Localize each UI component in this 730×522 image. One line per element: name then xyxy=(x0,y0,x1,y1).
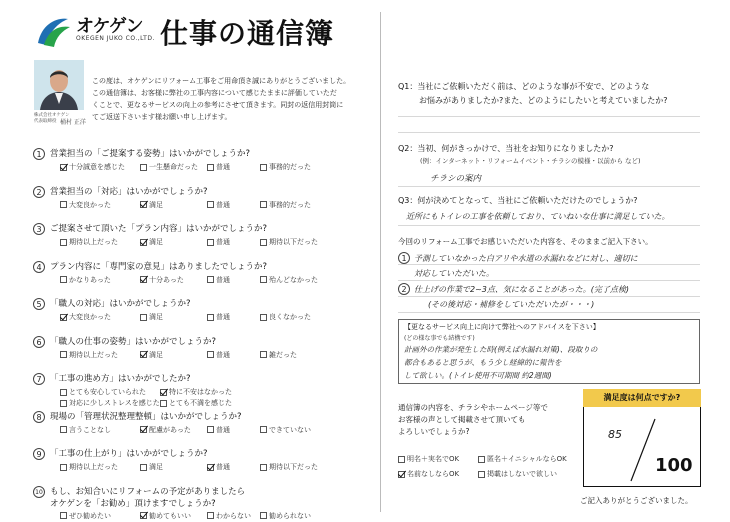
answer-option[interactable] xyxy=(207,511,251,521)
answer-option[interactable] xyxy=(140,425,191,435)
checkbox[interactable] xyxy=(140,314,147,321)
option-label: 期待以上だった xyxy=(69,463,118,471)
publish-option[interactable] xyxy=(398,454,459,464)
photo-caption-company: 株式会社オケゲン xyxy=(34,113,70,118)
checkbox[interactable] xyxy=(207,239,214,246)
intro-line: この度は、オケゲンにリフォーム工事をご用命頂き誠にありがとうございました。 xyxy=(92,77,351,85)
option-label: わからない xyxy=(216,511,251,520)
option-label: 普通 xyxy=(216,350,230,359)
answer-option[interactable] xyxy=(140,275,184,285)
question-number: 7 xyxy=(33,373,45,385)
answer-option[interactable] xyxy=(207,462,230,472)
answer-option[interactable] xyxy=(160,398,232,408)
answer-option[interactable] xyxy=(207,200,230,210)
checkbox[interactable] xyxy=(60,426,67,433)
question-text: プラン内容に「専門家の意見」はありましたでしょうか? xyxy=(50,261,268,272)
answer-line xyxy=(398,132,700,133)
q1-text: Q1：当社にご依頼いただく前は、どのような事が不安で、どのような xyxy=(398,82,650,91)
option-label: 普通 xyxy=(216,463,230,471)
answer-option[interactable] xyxy=(260,237,318,247)
answer-option[interactable] xyxy=(140,462,163,472)
page-title: 仕事の通信簿 xyxy=(160,17,335,50)
checked-checkbox[interactable] xyxy=(140,239,147,246)
option-label: 良くなかった xyxy=(269,313,311,321)
checkbox[interactable] xyxy=(60,464,67,471)
intro-line: てご返送下さいます様お願い申し上げます。 xyxy=(92,113,232,121)
checked-checkbox[interactable] xyxy=(398,471,405,478)
q3-text: Q3：何が決めてとなって、当社にご依頼いただけたのでしょうか? xyxy=(398,196,638,205)
question-text: 営業担当の「ご提案する姿勢」はいかがでしょうか? xyxy=(50,149,251,159)
brand-name: オケゲン xyxy=(76,16,143,37)
question-number: 5 xyxy=(33,298,45,310)
checked-checkbox[interactable] xyxy=(160,389,167,396)
answer-option[interactable] xyxy=(60,511,111,521)
brand-subtitle: OKEGEN JUKO CO.,LTD. xyxy=(76,35,155,42)
question-number: 2 xyxy=(33,186,45,198)
option-label: 期待以下だった xyxy=(269,463,318,471)
answer-option[interactable] xyxy=(60,350,118,360)
option-label: 事務的だった xyxy=(269,200,311,209)
impressions-title: 今回のリフォーム工事でお感じいただいた内容を、そのままご記入下さい。 xyxy=(398,237,653,246)
impression-2-line-1: 仕上げの作業で2~3点、気になることがあった。(完了点検) xyxy=(414,285,630,294)
option-label: 大変良かった xyxy=(69,200,111,209)
checked-checkbox[interactable] xyxy=(140,351,147,358)
checkbox[interactable] xyxy=(478,456,485,463)
checkbox[interactable] xyxy=(207,351,214,358)
checkbox[interactable] xyxy=(207,276,214,283)
checked-checkbox[interactable] xyxy=(140,426,147,433)
checkbox[interactable] xyxy=(260,464,267,471)
option-label: とても安心していられた xyxy=(69,388,146,396)
answer-option[interactable] xyxy=(140,237,163,247)
option-label: 満足 xyxy=(149,238,163,246)
checkbox[interactable] xyxy=(260,512,267,519)
answer-line xyxy=(398,280,700,281)
answer-line xyxy=(398,186,700,187)
question-text: 現場の「管理状況整理整頓」はいかがでしょうか? xyxy=(50,411,242,422)
option-label: 配慮があった xyxy=(149,425,191,434)
impression-2-line-2: (その後対応・補修をしていただいたが・・・) xyxy=(428,300,595,309)
answer-option[interactable] xyxy=(260,275,318,285)
option-label: 掲載はしないで欲しい xyxy=(487,470,557,478)
answer-option[interactable] xyxy=(207,237,230,247)
photo-caption-name: 桶村 正洋 xyxy=(60,119,86,126)
checkbox[interactable] xyxy=(60,276,67,283)
checked-checkbox[interactable] xyxy=(140,201,147,208)
checked-checkbox[interactable] xyxy=(60,314,67,321)
answer-option[interactable] xyxy=(60,387,146,397)
question-text: ご提案させて頂いた「プラン内容」はいかがでしょうか? xyxy=(50,224,268,234)
answer-option[interactable] xyxy=(60,237,118,247)
question-text: 「職人の仕事の姿勢」はいかがでしょうか? xyxy=(50,336,217,347)
option-label: 期待以上だった xyxy=(69,238,118,246)
company-logo-icon xyxy=(34,13,72,49)
option-label: 雑だった xyxy=(269,350,297,359)
option-label: かなりあった xyxy=(69,275,111,284)
option-label: とても不満を感じた xyxy=(169,399,232,407)
question-text: もし、お知合いにリフォームの予定がありましたら xyxy=(50,486,246,497)
q2-text: Q2：当初、何がきっかけで、当社をお知りになりましたか? xyxy=(398,144,614,153)
q1-text-2: お悩みがありましたか?また、どのようにしたいと考えていましたか? xyxy=(419,96,668,105)
score-value: 85 xyxy=(608,428,622,441)
question-number: 6 xyxy=(33,336,45,348)
column-divider xyxy=(380,12,381,512)
checked-checkbox[interactable] xyxy=(60,164,67,171)
checkbox[interactable] xyxy=(207,164,214,171)
answer-option[interactable] xyxy=(207,312,230,322)
thanks-text: ご記入ありがとうございました。 xyxy=(580,496,693,505)
checkbox[interactable] xyxy=(260,351,267,358)
intro-text xyxy=(92,75,377,123)
advice-line-2: 都合もあると思うが、もう少し経緯的に報告を xyxy=(404,358,562,367)
answer-option[interactable] xyxy=(140,511,191,521)
checkbox[interactable] xyxy=(260,426,267,433)
photo-caption-role: 代表取締役 xyxy=(34,119,57,124)
q3-answer: 近所にもトイレの工事を依頼しており、ていねいな仕事に満足していた。 xyxy=(406,212,670,221)
answer-option[interactable] xyxy=(260,511,311,521)
option-label: 殆んどなかった xyxy=(269,275,318,284)
option-label: 対応に少しストレスを感じた xyxy=(69,399,160,407)
answer-option[interactable] xyxy=(160,387,232,397)
answer-option[interactable] xyxy=(260,312,311,322)
question-text: 「工事の進め方」はいかがでしたか? xyxy=(50,374,191,384)
option-label: 期待以下だった xyxy=(269,238,318,246)
impression-number: 2 xyxy=(398,283,410,295)
checkbox[interactable] xyxy=(260,239,267,246)
answer-option[interactable] xyxy=(260,425,311,435)
checkbox[interactable] xyxy=(140,164,147,171)
checkbox[interactable] xyxy=(260,276,267,283)
publish-question-2: お客様の声として掲載させて頂いても xyxy=(398,415,526,424)
option-label: 特に不安はなかった xyxy=(169,388,232,396)
option-label: 勧めてもいい xyxy=(149,511,191,520)
score-label: 満足度は何点ですか? xyxy=(583,389,701,407)
checkbox[interactable] xyxy=(60,512,67,519)
option-label: 明名＋実名でOK xyxy=(407,455,460,463)
checkbox[interactable] xyxy=(160,400,167,407)
answer-line xyxy=(398,312,700,313)
checkbox[interactable] xyxy=(260,314,267,321)
answer-option[interactable] xyxy=(260,200,311,210)
question-text: 「職人の対応」はいかがでしょうか? xyxy=(50,299,191,309)
option-label: 十分誠意を感じた xyxy=(69,163,125,171)
option-label: 匿名＋イニシャルならOK xyxy=(487,455,567,463)
option-label: できていない xyxy=(269,425,311,434)
question-number: 3 xyxy=(33,223,45,235)
question-text: 「工事の仕上がり」はいかがでしょうか? xyxy=(50,449,208,459)
answer-option[interactable] xyxy=(60,162,125,172)
option-label: 勧められない xyxy=(269,511,311,520)
answer-option[interactable] xyxy=(207,350,230,360)
advice-line-3: して欲しい。(トイレ使用不可期間 約2週間) xyxy=(404,371,552,380)
answer-option[interactable] xyxy=(140,162,198,172)
publish-question-3: よろしいでしょうか? xyxy=(398,427,470,436)
checkbox[interactable] xyxy=(260,164,267,171)
checkbox[interactable] xyxy=(207,426,214,433)
president-photo xyxy=(34,60,84,110)
answer-option[interactable] xyxy=(60,398,160,408)
answer-option[interactable] xyxy=(60,462,118,472)
question-number: 1 xyxy=(33,148,45,160)
answer-option[interactable] xyxy=(60,200,111,210)
checkbox[interactable] xyxy=(60,389,67,396)
answer-option[interactable] xyxy=(60,312,111,322)
checked-checkbox[interactable] xyxy=(140,512,147,519)
checkbox[interactable] xyxy=(398,456,405,463)
advice-title: 【更なるサービス向上に向けて弊社へのアドバイスを下さい】 xyxy=(404,323,600,331)
publish-option[interactable] xyxy=(478,454,567,464)
checkbox[interactable] xyxy=(260,201,267,208)
option-label: 満足 xyxy=(149,350,163,359)
publish-question-1: 通信簿の内容を、チラシやホームページ等で xyxy=(398,403,548,412)
answer-option[interactable] xyxy=(140,312,163,322)
checkbox[interactable] xyxy=(207,512,214,519)
option-label: 普通 xyxy=(216,238,230,246)
option-label: 期待以上だった xyxy=(69,350,118,359)
answer-line xyxy=(398,116,700,117)
option-label: ぜひ勧めたい xyxy=(69,511,111,520)
question-text: 営業担当の「対応」はいかがでしょうか? xyxy=(50,186,208,197)
question-number: 10 xyxy=(33,486,45,498)
checkbox[interactable] xyxy=(207,201,214,208)
answer-option[interactable] xyxy=(260,462,318,472)
option-label: 十分あった xyxy=(149,275,184,284)
checkbox[interactable] xyxy=(60,201,67,208)
advice-subtitle: (どの様な事でも結構です) xyxy=(404,335,475,342)
checked-checkbox[interactable] xyxy=(140,276,147,283)
answer-option[interactable] xyxy=(207,162,230,172)
score-max: 100 xyxy=(655,455,693,476)
option-label: 普通 xyxy=(216,313,230,321)
option-label: 一生懸命だった xyxy=(149,163,198,171)
q2-answer: チラシの案内 xyxy=(430,174,482,184)
option-label: 普通 xyxy=(216,425,230,434)
intro-line: くことで、更なるサービスの向上の参考にさせて頂きます。同封の返信用封筒に xyxy=(92,101,344,109)
impression-1-line-2: 対応していただいた。 xyxy=(414,269,494,278)
publish-option[interactable] xyxy=(478,469,557,479)
impression-1-line-1: 予測していなかった白アリや水道の水漏れなどに対し、適切に xyxy=(414,254,638,263)
answer-line xyxy=(398,296,700,297)
answer-option[interactable] xyxy=(60,275,111,285)
question-number: 8 xyxy=(33,411,45,423)
question-number: 4 xyxy=(33,261,45,273)
checkbox[interactable] xyxy=(60,351,67,358)
intro-line: この通信簿は、お客様に弊社の工事内容について感じたままに評価していただ xyxy=(92,89,337,97)
option-label: 普通 xyxy=(216,200,230,209)
answer-option[interactable] xyxy=(260,162,311,172)
question-number: 9 xyxy=(33,448,45,460)
option-label: 大変良かった xyxy=(69,313,111,321)
advice-line-1: 計画外の作業が発生した時(例えば水漏れ対策)、段取りの xyxy=(404,345,598,354)
impression-number: 1 xyxy=(398,252,410,264)
option-label: 言うことなし xyxy=(69,425,111,434)
option-label: 普通 xyxy=(216,275,230,284)
option-label: 名前なしならOK xyxy=(407,470,460,478)
answer-option[interactable] xyxy=(207,275,230,285)
answer-option[interactable] xyxy=(207,425,230,435)
answer-option[interactable] xyxy=(140,350,163,360)
checked-checkbox[interactable] xyxy=(207,464,214,471)
publish-option[interactable] xyxy=(398,469,459,479)
checkbox[interactable] xyxy=(60,239,67,246)
checkbox[interactable] xyxy=(207,314,214,321)
option-label: 満足 xyxy=(149,463,163,471)
answer-option[interactable] xyxy=(60,425,111,435)
answer-line xyxy=(398,264,700,265)
question-text-2: オケゲンを「お勧め」頂けますでしょうか? xyxy=(50,498,216,509)
option-label: 満足 xyxy=(149,200,163,209)
option-label: 満足 xyxy=(149,313,163,321)
checkbox[interactable] xyxy=(140,464,147,471)
checkbox[interactable] xyxy=(478,471,485,478)
option-label: 事務的だった xyxy=(269,163,311,171)
answer-option[interactable] xyxy=(260,350,297,360)
answer-line xyxy=(398,225,700,226)
checkbox[interactable] xyxy=(60,400,67,407)
q2-subtext: (例：インターネット・リフォームイベント・チラシの模様・以前から など) xyxy=(420,157,641,165)
answer-option[interactable] xyxy=(140,200,163,210)
option-label: 普通 xyxy=(216,163,230,171)
